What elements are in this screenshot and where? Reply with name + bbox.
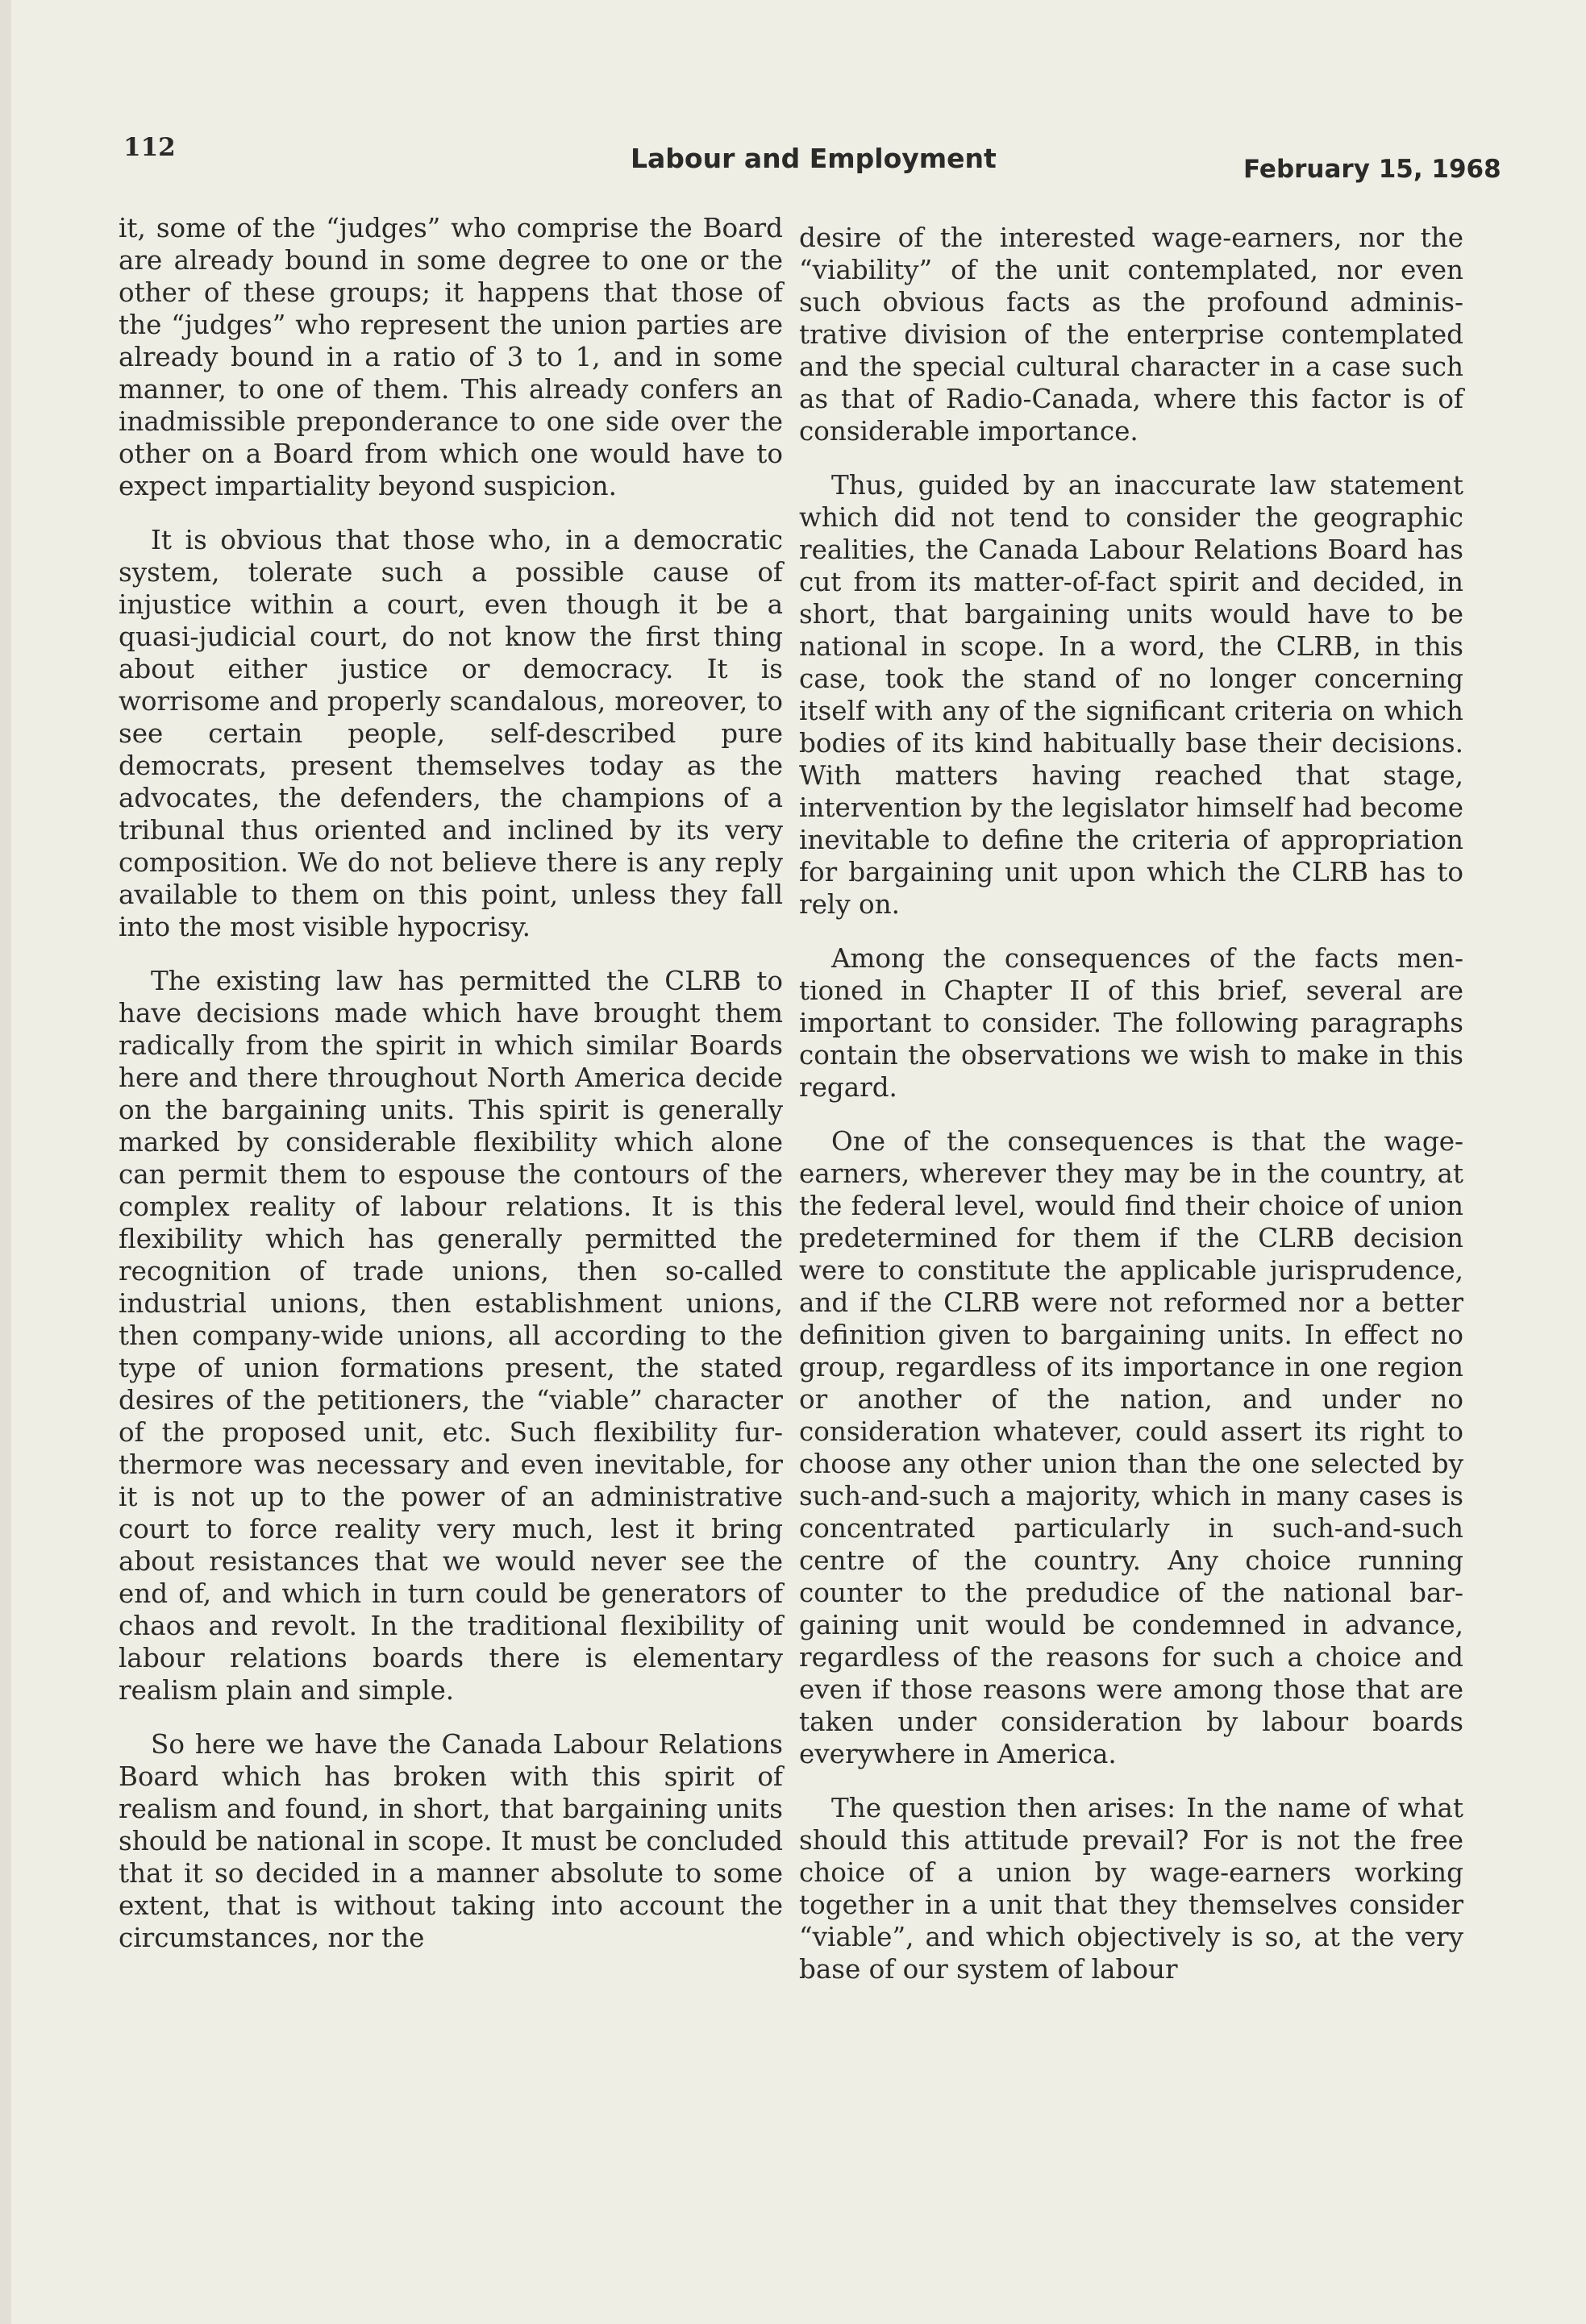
paragraph: So here we have the Canada Labour Relations Board which has broken with this spirit of realism and found, in short, that bargaining units should be national in scope. It must be concluded that it so decided in a manner absolute to some extent, that is without taking into account the circumstances, nor the [119, 1729, 783, 1953]
running-title: Labour and Employment [631, 143, 997, 174]
left-column [119, 212, 783, 1976]
page-edge [0, 0, 11, 2324]
page-number: 112 [123, 133, 176, 162]
issue-date: February 15, 1968 [1243, 155, 1501, 184]
paragraph: The existing law has permitted the CLRB to have decisions made which have brought them radically from the spirit in which similar Boards here and there throughout North America decide on the bargaining units. This spirit is generally marked by considerable flexibility which alone can permit them to espouse the contours of the complex reality of labour relations. It is this flexibility which has generally permitted the recognition of trade unions, then so-called industrial unions, then establishment unions, then company-wide unions, all according to the type of union formations present, the stated desires of the petitioners, the “viable” character of the proposed unit, etc. Such flexibility furthermore was necessary and even inevitable, for it is not up to the power of an administrative court to force reality very much, lest it bring about resistances that we would never see the end of, and which in turn could be generators of chaos and revolt. In the traditional flexibility of labour relations boards there is elementary realism plain and simple. [119, 966, 783, 1706]
right-column [799, 222, 1463, 2007]
paragraph: Thus, guided by an inaccurate law statement which did not tend to consider the geographic realities, the Canada Labour Relations Board has cut from its matter-of-fact spirit and decided, in short, that bargaining units would have to be national in scope. In a word, the CLRB, in this case, took the stand of no longer concerning itself with any of the significant criteria on which bodies of its kind habitually base their decisions. With matters having reached that stage, intervention by the legislator himself had become inevitable to define the criteria of appropriation for bargaining unit upon which the CLRB has to rely on. [799, 470, 1463, 920]
paragraph: It is obvious that those who, in a democratic system, tolerate such a possible cause of injustice within a court, even though it be a quasi-judicial court, do not know the first thing about either justice or democracy. It is worrisome and properly scandalous, moreover, to see certain people, self-described pure democrats, present themselves today as the advocates, the defenders, the champions of a tribunal thus oriented and inclined by its very composition. We do not believe there is any reply available to them on this point, unless they fall into the most visible hypocrisy. [119, 525, 783, 942]
paragraph: The question then arises: In the name of what should this attitude prevail? For is not the free choice of a union by wage-earners working together in a unit that they themselves consider “viable”, and which objectively is so, at the very base of our system of labour [799, 1793, 1463, 1985]
paragraph: Among the consequences of the facts mentioned in Chapter II of this brief, several are important to consider. The following paragraphs contain the observations we wish to make in this regard. [799, 943, 1463, 1103]
page-header [0, 0, 1586, 210]
paragraph: it, some of the “judges” who comprise the Board are already bound in some degree to one or the other of these groups; it happens that those of the “judges” who represent the union parties are already bound in a ratio of 3 to 1, and in some manner, to one of them. This already confers an inadmissible preponderance to one side over the other on a Board from which one would have to expect impartiality beyond suspicion. [119, 213, 783, 501]
paragraph: desire of the interested wage-earners, nor the “viability” of the unit contemplated, nor even such obvious facts as the profound administrative division of the enterprise contemplated and the special cultural character in a case such as that of Radio-Canada, where this factor is of considerable importance. [799, 222, 1463, 447]
paragraph: One of the consequences is that the wage-earners, wherever they may be in the country, at the federal level, would find their choice of union predetermined for them if the CLRB decision were to constitute the applicable jurisprudence, and if the CLRB were not reformed nor a better definition given to bargaining units. In effect no group, regardless of its importance in one region or another of the nation, and under no consideration whatever, could assert its right to choose any other union than the one selected by such-and-such a majority, which in many cases is concentrated particularly in such-and-such centre of the country. Any choice running counter to the predudice of the national bargaining unit would be condemned in advance, regardless of the reasons for such a choice and even if those reasons were among those that are taken under consideration by labour boards everywhere in America. [799, 1126, 1463, 1769]
